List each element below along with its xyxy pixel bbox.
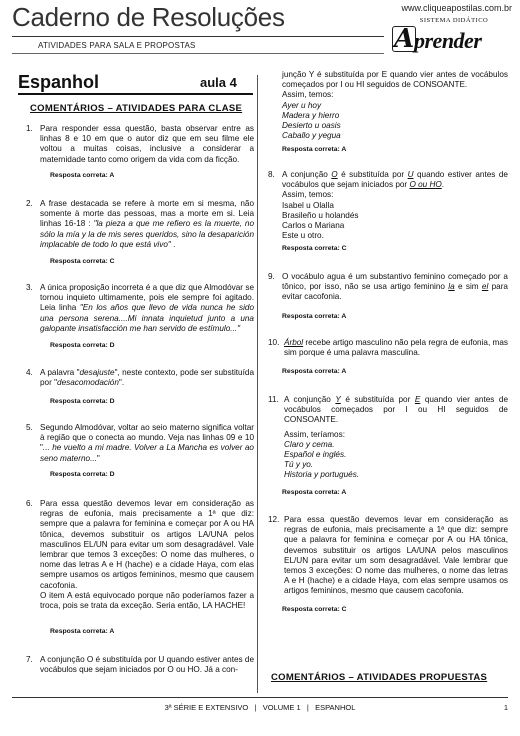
- section-title-propuestas: COMENTÁRIOS – ATIVIDADES PROPUESTAS: [271, 672, 488, 683]
- quoted-word-2: desacomodación: [57, 378, 119, 388]
- question-text-mid: é substituída por: [340, 395, 415, 404]
- question-text-mid: e sim: [454, 282, 482, 292]
- question-text-mid-2: quando estiver antes de vocábulos que sejam iniciados por: [282, 170, 508, 190]
- question-2: [26, 199, 254, 250]
- question-number: 3.: [26, 283, 33, 292]
- question-number: 10.: [268, 338, 280, 347]
- answer-11: Resposta correta: A: [282, 489, 347, 496]
- question-text-2: O item A está equivocado porque não poderíamos fazer a troca, pois se trata da exceção. Seria então, LA HACHE!: [40, 590, 254, 611]
- example-line: Carlos o Mariana: [282, 221, 345, 231]
- question-text-end: quando vier antes de vocábulos começados por I ou HI seguidos de CONSOANTE.: [284, 395, 508, 425]
- answer-5: Resposta correta: D: [50, 471, 115, 478]
- question-number: 5.: [26, 423, 33, 432]
- answer-10: Resposta correta: A: [282, 368, 347, 375]
- answer-2: Resposta correta: C: [50, 258, 115, 265]
- question-number: 9.: [268, 272, 275, 281]
- question-text: A conjunção: [282, 170, 332, 179]
- question-10: [268, 338, 508, 358]
- question-number: 7.: [26, 655, 33, 664]
- question-text: junção Y é substituída por E quando vier antes de vocábulos começados por I ou HI seguidos de CONSOANTE.: [282, 70, 508, 90]
- question-number: 12.: [268, 515, 280, 524]
- answer-3: Resposta correta: D: [50, 342, 115, 349]
- answer-9: Resposta correta: A: [282, 313, 347, 320]
- question-text: A conjunção: [284, 395, 336, 404]
- highlight-word: Y: [335, 395, 341, 404]
- example-line: Este u otro.: [282, 231, 324, 241]
- question-number: 6.: [26, 499, 33, 508]
- quote-text: "En los años que llevo de vida nunca he sido una persona serena....Mi innata inquietud junto a una galopante insatisfacción me han servido de estímulo...": [40, 303, 254, 333]
- highlight-word-3: O ou HO: [409, 180, 442, 190]
- subtitle-divider: [12, 53, 384, 54]
- lesson-label: aula 4: [200, 75, 237, 90]
- highlight-word: la: [448, 282, 455, 292]
- question-text-end: para evitar cacofonia.: [282, 282, 508, 302]
- question-12: [268, 515, 508, 597]
- question-text: Segundo Almodóvar, voltar ao seio materno significa voltar à região que o conecta ao mundo. Veja nas linhas 09 e 10 ": [40, 423, 254, 453]
- question-text: A conjunção O é substituída por U quando estiver antes de vocábulos que sejam iniciados por O ou HO. Já a con-: [40, 655, 254, 675]
- logo-tagline: SISTEMA DIDÁTICO: [419, 17, 489, 24]
- example-line: Madera y hierro: [282, 110, 340, 120]
- page-subtitle: ATIVIDADES PARA SALA E PROPOSTAS: [38, 41, 196, 50]
- examples-label: Assim, teríamos:: [284, 429, 345, 439]
- example-line: Caballo y yegua: [282, 131, 341, 141]
- question-text-end: .: [170, 239, 176, 249]
- question-7-continuation: [282, 70, 508, 141]
- example-line: Isabel u Olalla: [282, 200, 334, 210]
- question-3: [26, 283, 254, 334]
- question-text-end: ": [96, 453, 100, 463]
- example-line: Español e inglés.: [284, 450, 347, 460]
- quote-text: ... he vuelto a mi madre. Volver a La Mancha es volver ao seno materno...: [40, 443, 254, 463]
- answer-8: Resposta correta: C: [282, 245, 347, 252]
- example-line: Ayer u hoy: [282, 100, 322, 110]
- question-5: [26, 423, 254, 464]
- logo-word: prender: [414, 28, 482, 53]
- question-text: O vocábulo agua é um substantivo feminino começado por a tônico, por isso, não se usa artigo feminino: [282, 272, 508, 292]
- question-text: Para essa questão devemos levar em consideração as regras de eufonia, mais precisamente a 1ª que diz: sempre que a palavra for feminina e começar por A ou HA tônica, devemos substituir os artigos LA/UNA pelos masculinos EL/UN para evitar um som desagradável. Vale lembrar que temos 3 exceções: O nome das mulheres, o nome das letras A e H (hache) e a cidade Haya, com elas sempre usamos os artigos femininos, mesmo que causem cacofonia.: [284, 515, 508, 596]
- question-text: A palavra ": [40, 368, 80, 377]
- footer-text: 3ª SÉRIE E EXTENSIVO | VOLUME 1 | ESPANHOL: [164, 703, 356, 712]
- question-7: [26, 655, 254, 675]
- logo-letter: A: [394, 24, 415, 54]
- highlight-word-2: el: [481, 282, 489, 292]
- subject-title: Espanhol: [18, 72, 100, 92]
- question-number: 2.: [26, 199, 33, 208]
- footer-divider: [12, 697, 508, 698]
- quoted-word: desajuste: [79, 368, 115, 377]
- highlight-word-2: U: [407, 170, 414, 179]
- example-line: Claro y cema.: [284, 439, 335, 449]
- example-line: Desierto u oasis: [282, 121, 341, 131]
- answer-6: Resposta correta: A: [50, 628, 115, 635]
- answer-4: Resposta correta: D: [50, 398, 115, 405]
- highlight-word-2: E: [414, 395, 421, 404]
- highlight-word: Árbol: [284, 338, 304, 347]
- question-text-end: .: [441, 180, 445, 190]
- question-4: [26, 368, 254, 388]
- site-url: www.cliqueapostilas.com.br: [401, 3, 512, 13]
- page-number: 1: [503, 703, 508, 712]
- question-number: 4.: [26, 368, 33, 377]
- answer-7: Resposta correta: A: [282, 146, 347, 153]
- answer-1: Resposta correta: A: [50, 172, 115, 179]
- question-text-mid: ", neste contexto, pode ser substituída por ": [40, 368, 254, 388]
- quote-text: "la pieza a que me refiero es la muerte, no sólo la mía y la de mis seres queridos, sino la desaparición implacable de todo lo que está vivo": [40, 219, 254, 249]
- question-text: Para responder essa questão, basta observar entre as linhas 8 e 10 em que o autor diz que em seu filme ele voltou a muitas coisas, inclusive a considerar a maternidade tanto como origem da vida com da ficção.: [40, 124, 254, 164]
- question-6: [26, 499, 254, 611]
- question-9: [268, 272, 508, 303]
- question-number: 11.: [268, 395, 279, 404]
- example-line: Tú y yo.: [284, 460, 314, 470]
- column-divider: [257, 75, 258, 693]
- example-line: Brasileño u holandés: [282, 210, 359, 220]
- question-8: [268, 170, 508, 241]
- examples-label: Assim, temos:: [282, 190, 334, 200]
- question-1: [26, 124, 254, 165]
- title-divider: [12, 36, 384, 37]
- question-text: recebe artigo masculino não pela regra de eufonia, mas sim porque é uma palavra masculina.: [284, 338, 508, 358]
- question-11: [268, 395, 508, 481]
- page-title: Caderno de Resoluções: [12, 2, 285, 32]
- question-text-mid: é substituída por: [337, 170, 408, 179]
- question-text: Para essa questão devemos levar em consideração as regras de eufonia, mais precisamente a 1ª que diz: sempre que a palavra for feminina e começar por A ou HA tônica, devemos substituir os artigos LA/UNA pelos masculinos EL/UN para evitar um som desagradável. Vale lembrar que temos 3 exceções: O nome das mulheres, o nome das letras A e H (hache) e a cidade Haya, com elas sempre usamos os artigos femininos, mesmo que causem cacofonia.: [40, 499, 254, 590]
- question-number: 8.: [268, 170, 275, 179]
- answer-12: Resposta correta: C: [282, 606, 347, 613]
- examples-label: Assim, temos:: [282, 90, 334, 100]
- question-number: 1.: [26, 124, 33, 133]
- question-text: A frase destacada se refere à morte em si mesma, não somente à morte das pessoas, mas a morte em si. Leia linhas 16-18 :: [40, 199, 254, 229]
- question-text-end: ".: [118, 378, 125, 388]
- question-text: A única proposição incorreta é a que diz que Almodóvar se tornou inquieto ultimamente, pois ele sempre foi agitado. Leia linha: [40, 283, 254, 313]
- highlight-word: O: [331, 170, 338, 179]
- section-title-clase: COMENTÁRIOS – ATIVIDADES PARA CLASE: [30, 103, 243, 114]
- example-line: Historia y portugués.: [284, 470, 360, 480]
- subject-underline: [18, 93, 253, 95]
